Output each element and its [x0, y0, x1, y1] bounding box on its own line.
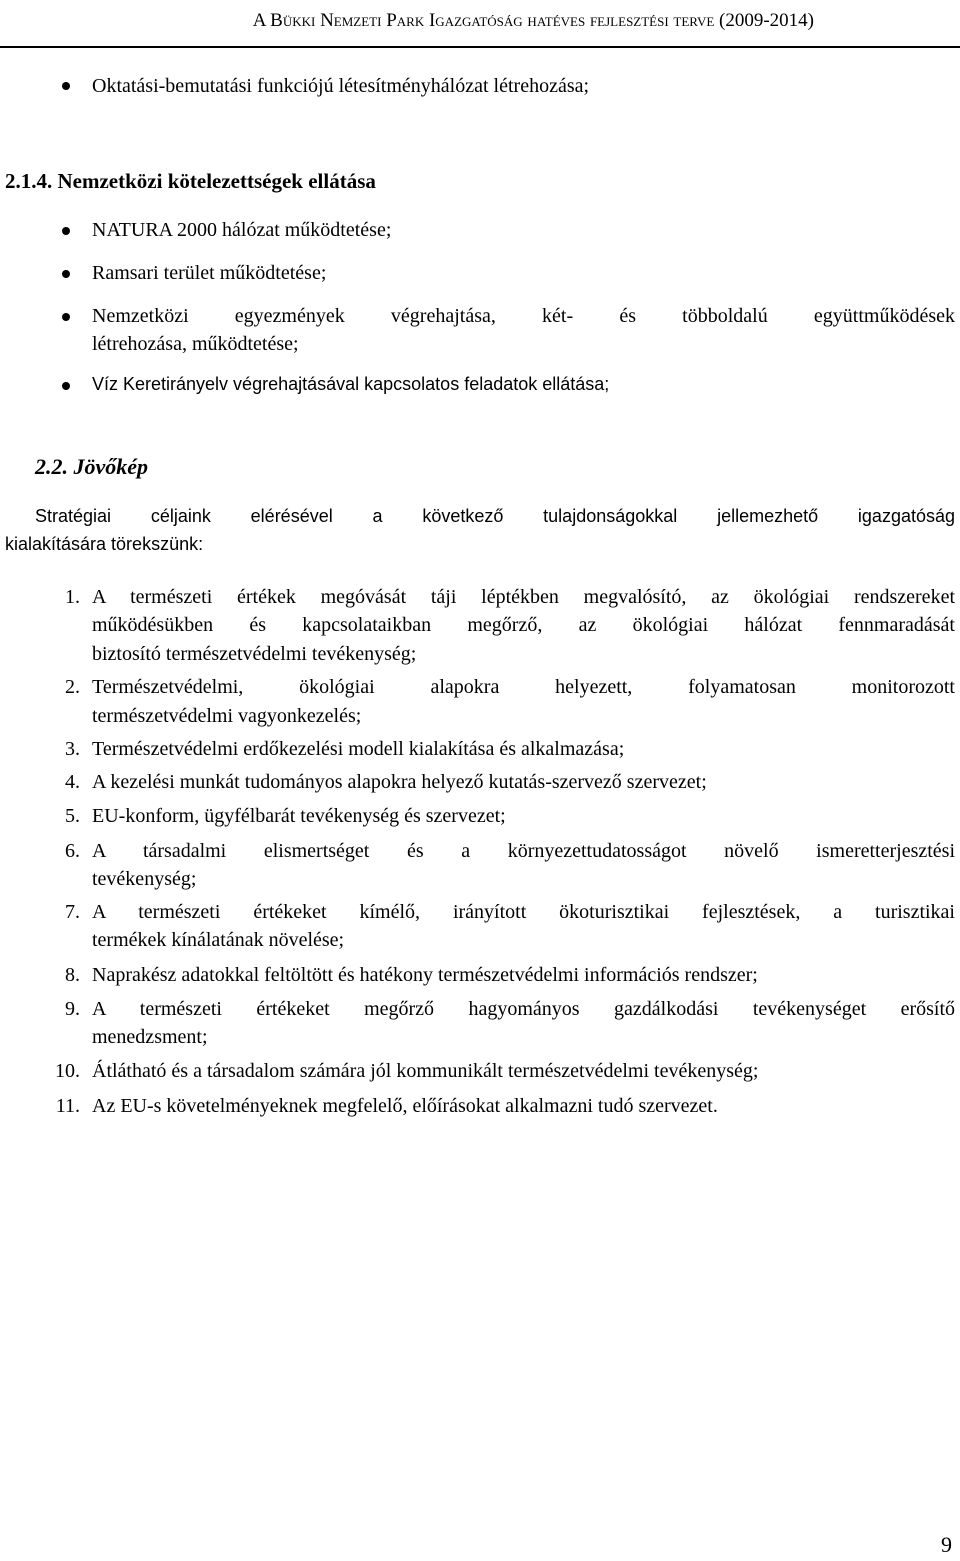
list-item: Átlátható és a társadalom számára jól kommunikált természetvédelmi tevékenység;	[92, 1060, 759, 1082]
item-number: 6.	[65, 840, 80, 862]
item-number: 5.	[65, 805, 80, 827]
bullet-icon	[62, 382, 70, 390]
list-item: A természeti értékeket kímélő, irányított ökoturisztikai fejlesztések, a turisztikai	[92, 901, 955, 923]
list-item-continued: termékek kínálatának növelése;	[92, 929, 345, 951]
item-number: 1.	[65, 586, 80, 608]
item-number: 7.	[65, 901, 80, 923]
item-number: 2.	[65, 676, 80, 698]
item-number: 10.	[55, 1060, 80, 1082]
item-number: 3.	[65, 738, 80, 760]
list-item: A természeti értékek megóvását táji léptékben megvalósító, az ökológiai rendszereket	[92, 586, 955, 608]
bullet-text: Oktatási-bemutatási funkciójú létesítményhálózat létrehozása;	[92, 75, 590, 97]
section-heading: 2.2. Jövőkép	[35, 454, 149, 479]
item-number: 4.	[65, 771, 80, 793]
bullet-icon	[62, 313, 70, 321]
header-title: A Bükki Nemzeti Park Igazgatóság hatéves fejlesztési terve (2009-2014)	[252, 10, 814, 31]
bullet-text: NATURA 2000 hálózat működtetése;	[92, 219, 392, 241]
bullet-text: Víz Keretirányelv végrehajtásával kapcsolatos feladatok ellátása;	[92, 374, 610, 394]
list-item: Természetvédelmi, ökológiai alapokra helyezett, folyamatosan monitorozott	[92, 676, 955, 698]
section-heading: 2.1.4. Nemzetközi kötelezettségek ellátása	[5, 169, 376, 193]
bullet-icon	[62, 270, 70, 278]
list-item: EU-konform, ügyfélbarát tevékenység és szervezet;	[92, 805, 506, 827]
page-header	[0, 4, 960, 48]
bullet-text-continued: létrehozása, működtetése;	[92, 333, 299, 355]
intro-text: Stratégiai céljaink elérésével a következő tulajdonságokkal jellemezhető igazgatóság	[35, 506, 955, 526]
intro-text-continued: kialakítására törekszünk:	[5, 534, 204, 554]
list-item: Természetvédelmi erdőkezelési modell kialakítása és alkalmazása;	[92, 738, 625, 760]
list-item: A természeti értékeket megőrző hagyományos gazdálkodási tevékenységet erősítő	[92, 998, 955, 1020]
bullet-icon	[62, 227, 70, 235]
list-item-continued: tevékenység;	[92, 868, 197, 890]
list-item: A társadalmi elismertséget és a környezettudatosságot növelő ismeretterjesztési	[92, 840, 955, 862]
list-item: Az EU-s követelményeknek megfelelő, előírásokat alkalmazni tudó szervezet.	[92, 1095, 718, 1117]
list-item: Naprakész adatokkal feltöltött és hatékony természetvédelmi információs rendszer;	[92, 964, 758, 986]
item-number: 8.	[65, 964, 80, 986]
list-item: A kezelési munkát tudományos alapokra helyező kutatás-szervező szervezet;	[92, 771, 707, 793]
list-item-continued: biztosító természetvédelmi tevékenység;	[92, 643, 417, 665]
list-item-continued: természetvédelmi vagyonkezelés;	[92, 705, 362, 727]
page-number: 9	[941, 1532, 952, 1557]
list-item-continued: működésükben és kapcsolataikban megőrző, az ökológiai hálózat fennmaradását	[92, 614, 955, 636]
list-item-continued: menedzsment;	[92, 1026, 208, 1048]
item-number: 9.	[65, 998, 80, 1020]
item-number: 11.	[55, 1095, 80, 1117]
bullet-text: Nemzetközi egyezmények végrehajtása, két- és többoldalú együttműködések	[92, 305, 955, 327]
bullet-text: Ramsari terület működtetése;	[92, 262, 327, 284]
bullet-icon	[62, 82, 70, 90]
